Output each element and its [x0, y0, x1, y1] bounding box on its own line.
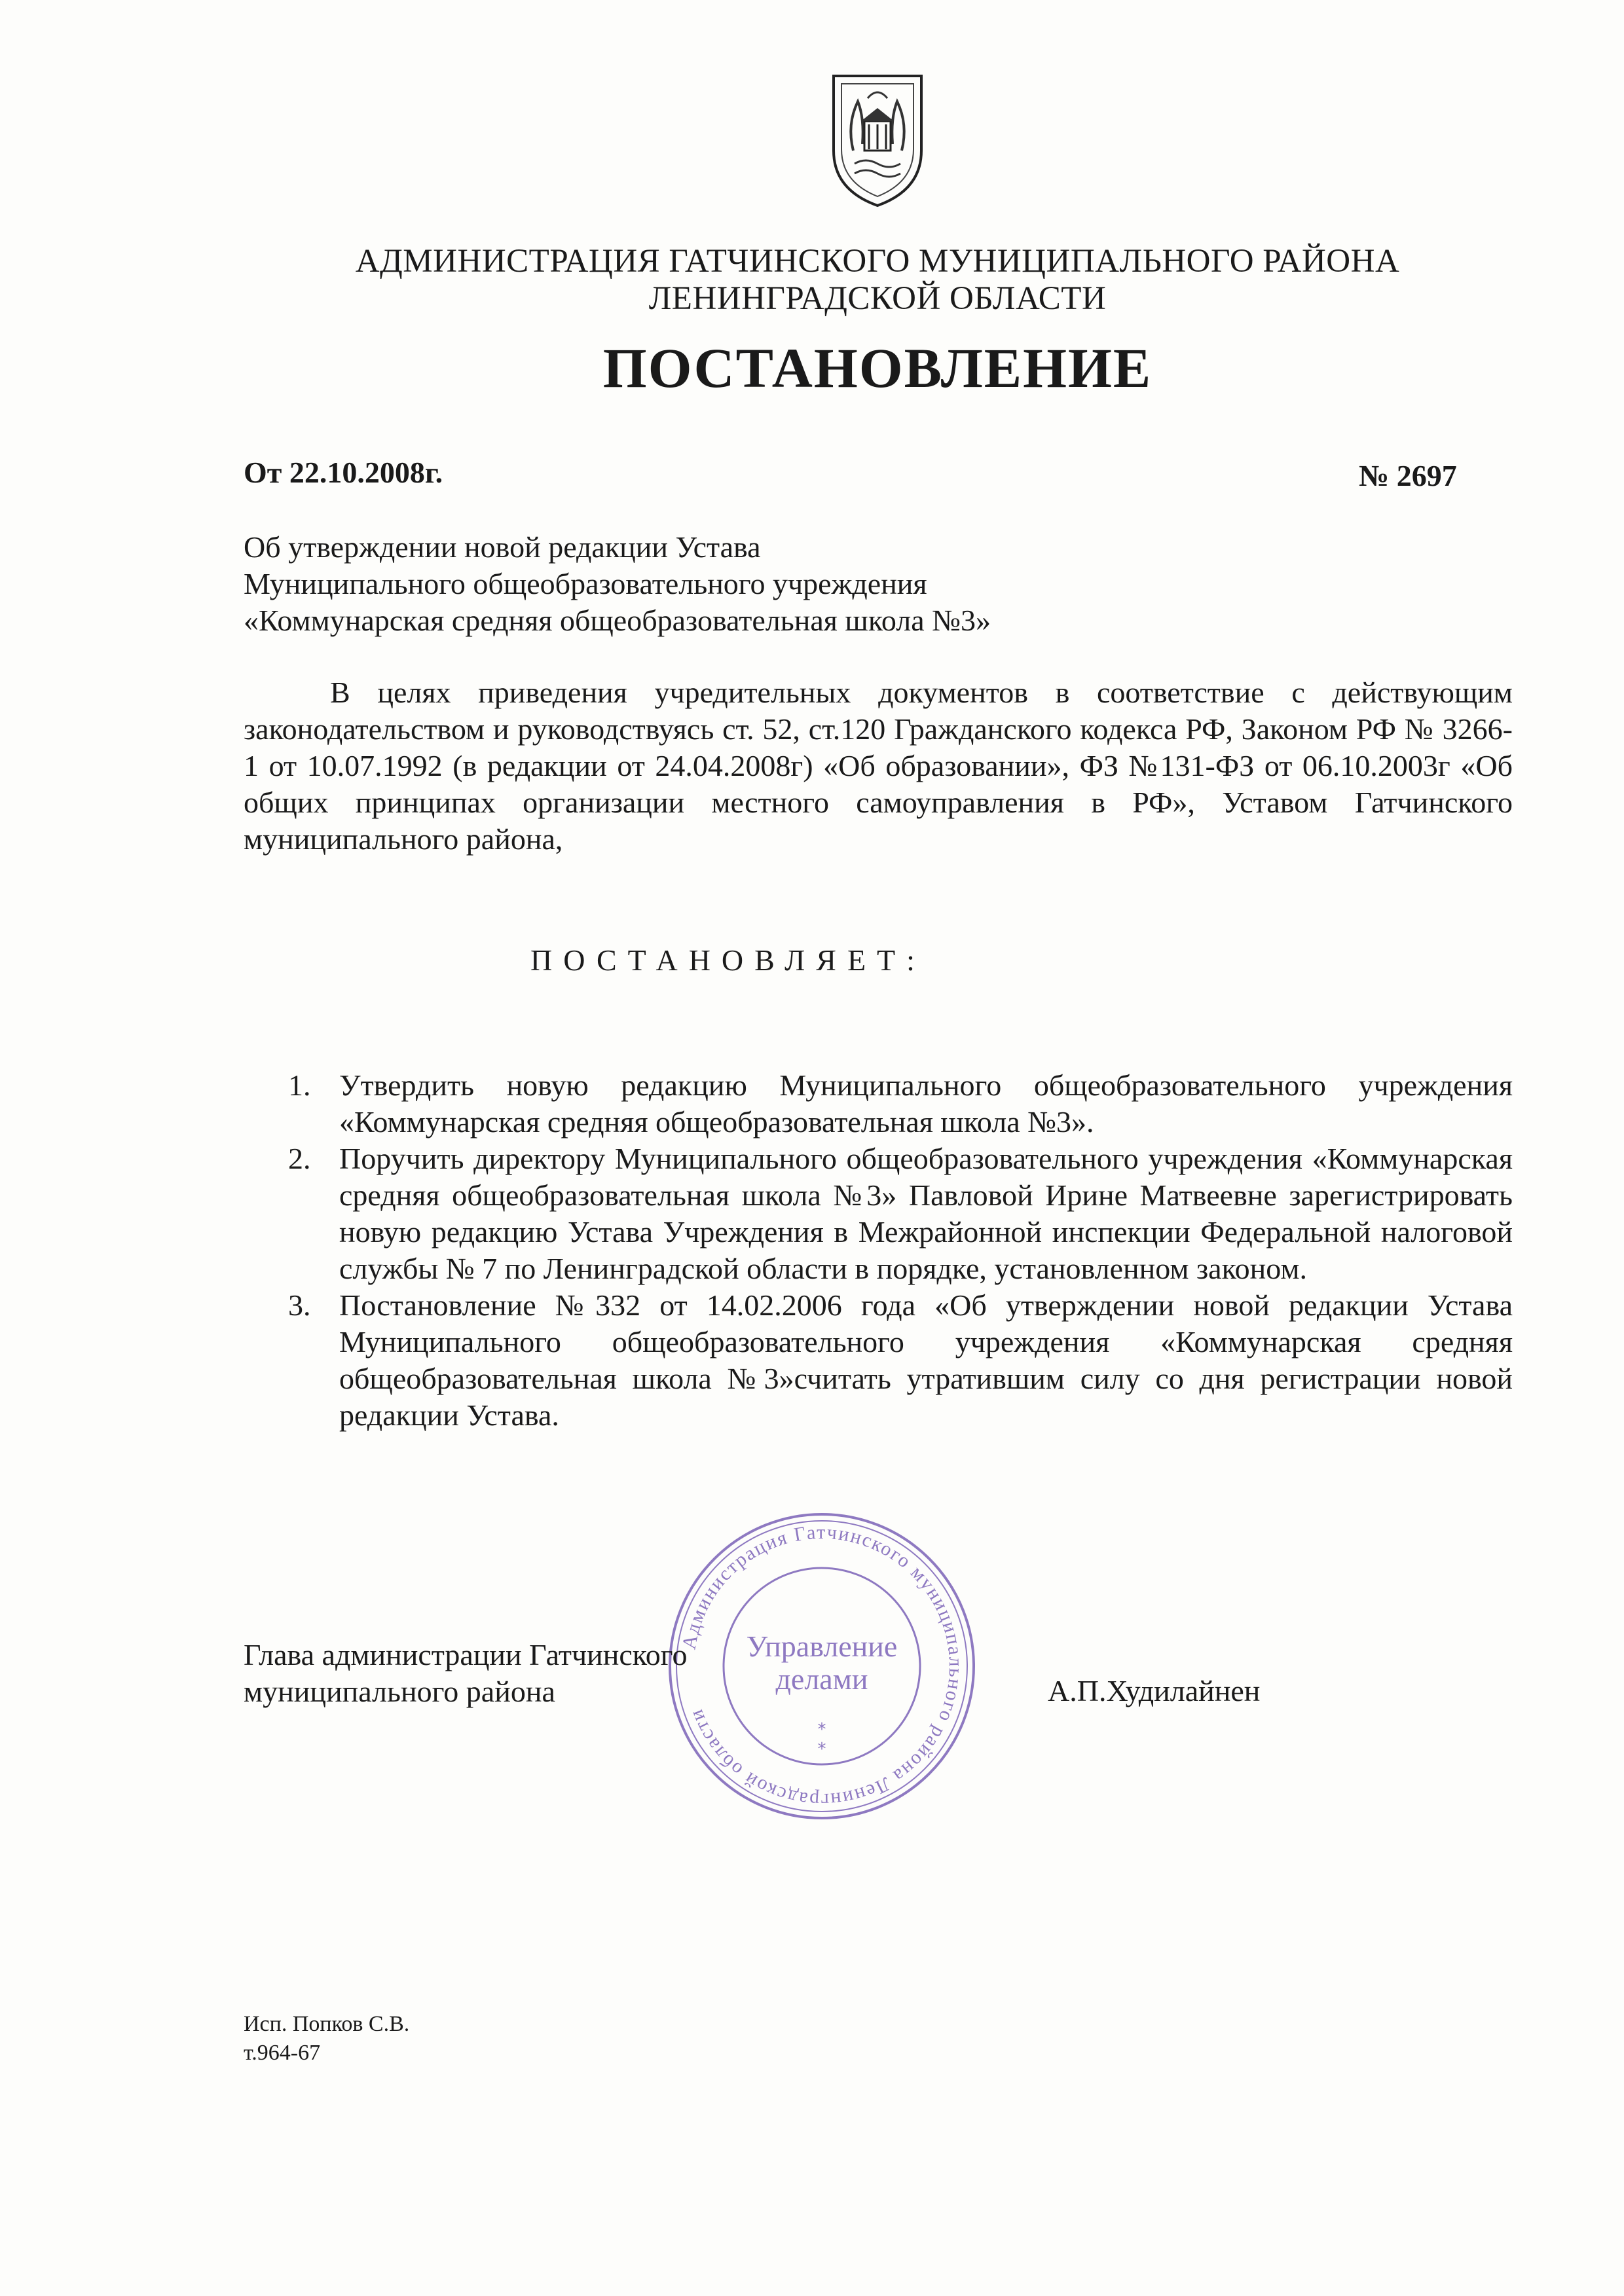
organization-name-line2: ЛЕНИНГРАДСКОЙ ОБЛАСТИ — [648, 280, 1107, 317]
list-item — [288, 1067, 1513, 1140]
list-item — [288, 1140, 1513, 1287]
official-seal-stamp — [665, 1509, 979, 1823]
svg-text:*: * — [817, 1740, 826, 1759]
item-text: Постановление №332 от 14.02.2006 года «Об утверждении новой редакции Устава Муниципального общеобразовательного учреждения «Коммунарская средняя общеобразовательная школа №3»считать утратившим силу со дня регистрации новой редакции Устава. — [339, 1288, 1513, 1432]
coat-of-arms-emblem — [828, 72, 927, 210]
item-number: 1. — [288, 1068, 311, 1102]
signatory-position-line: муниципального района — [244, 1675, 555, 1708]
executor-name: Исп. Попков С.В. — [244, 2012, 410, 2036]
executor-info — [244, 2010, 409, 2068]
svg-text:Администрация Гатчинского муни: Администрация Гатчинского муниципального района Ленинградской области — [678, 1521, 967, 1812]
item-number: 2. — [288, 1142, 311, 1175]
list-item — [288, 1287, 1513, 1434]
svg-text:делами: делами — [775, 1662, 868, 1696]
document-number: № 2697 — [1359, 459, 1457, 492]
subject-line: «Коммунарская средняя общеобразовательная школа №3» — [244, 604, 991, 637]
resolution-items — [288, 1067, 1513, 1434]
svg-text:*: * — [817, 1720, 826, 1740]
item-text: Поручить директору Муниципального общеобразовательного учреждения «Коммунарская средняя общеобразовательная школа №3» Павловой Ирине Матвеевне зарегистрировать новую редакцию Устава Учреждения в Межрайонной инспекции Федеральной налоговой службы № 7 по Ленинградской области в порядке, установленном законом. — [339, 1142, 1513, 1285]
document-subject — [244, 529, 991, 639]
organization-name-line1: АДМИНИСТРАЦИЯ ГАТЧИНСКОГО МУНИЦИПАЛЬНОГО РАЙОНА — [355, 243, 1400, 280]
subject-line: Муниципального общеобразовательного учреждения — [244, 567, 927, 600]
subject-line: Об утверждении новой редакции Устава — [244, 530, 761, 564]
item-number: 3. — [288, 1288, 311, 1322]
executor-phone: т.964-67 — [244, 2041, 321, 2065]
signatory-position — [244, 1637, 687, 1710]
document-title: ПОСТАНОВЛЕНИЕ — [602, 337, 1153, 399]
preamble-paragraph: В целях приведения учредительных документов в соответствие с действующим законодательством и руководствуясь ст. 52, ст.120 Гражданского кодекса РФ, Законом РФ № 3266-1 от 10.07.1992 (в редакции от 24.04.2008г) «Об образовании», ФЗ №131-ФЗ от 06.10.2003г «Об общих принципах организации местного самоуправления в РФ», Уставом Гатчинского муниципального района, — [244, 676, 1513, 856]
document-date: От 22.10.2008г. — [244, 456, 443, 489]
item-text: Утвердить новую редакцию Муниципального общеобразовательного учреждения «Коммунарская средняя общеобразовательная школа №3». — [339, 1068, 1513, 1139]
resolve-heading: ПОСТАНОВЛЯЕТ: — [530, 943, 926, 977]
signatory-position-line: Глава администрации Гатчинского — [244, 1638, 688, 1671]
signatory-name: А.П.Худилайнен — [1048, 1674, 1261, 1707]
svg-text:Управление: Управление — [746, 1630, 898, 1663]
